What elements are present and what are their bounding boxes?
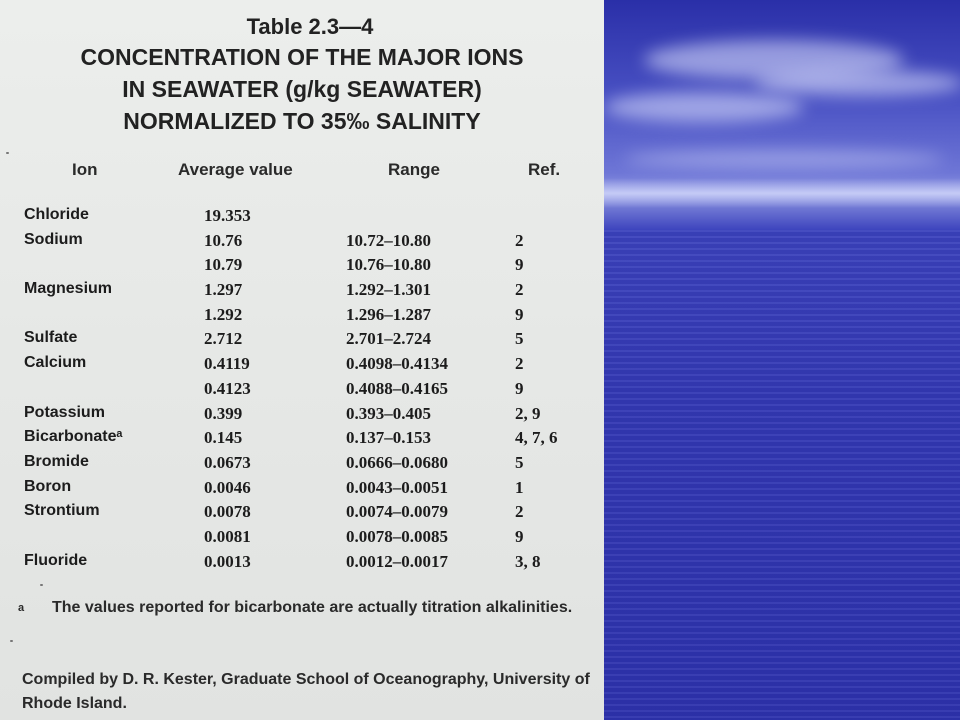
compiled-by-credit: Compiled by D. R. Kester, Graduate School of Oceanography, University of Rhode Island. xyxy=(22,671,590,712)
average-value: 10.79 xyxy=(204,255,243,275)
range-value: 0.0043–0.0051 xyxy=(346,477,448,497)
ion-name: Magnesium xyxy=(24,280,113,298)
table-row xyxy=(0,502,604,527)
table-row xyxy=(0,527,604,552)
table-title-line-1: CONCENTRATION OF THE MAJOR IONS xyxy=(80,44,524,70)
cloud-streak xyxy=(604,92,804,122)
ref-value: 2 xyxy=(515,502,524,522)
table-row xyxy=(0,255,604,280)
footnote-mark: a xyxy=(18,602,25,614)
ion-name: Sulfate xyxy=(24,329,78,347)
average-value: 1.297 xyxy=(204,280,243,300)
average-value: 1.292 xyxy=(204,304,243,324)
scan-speck xyxy=(40,584,43,586)
table-row xyxy=(0,478,604,503)
table-row xyxy=(0,305,604,330)
ion-name: Sodium xyxy=(24,230,83,248)
footnote-text: The values reported for bicarbonate are actually titration alkalinities. xyxy=(52,599,573,616)
ref-value: 9 xyxy=(515,255,524,275)
header-ion: Ion xyxy=(72,160,98,179)
range-value: 1.292–1.301 xyxy=(346,280,431,300)
ref-value: 2 xyxy=(515,354,524,374)
range-value: 0.4088–0.4165 xyxy=(346,378,448,398)
scan-speck xyxy=(6,152,9,154)
ion-name: Bromide xyxy=(24,452,89,470)
ref-value: 9 xyxy=(515,526,524,546)
range-value: 0.0078–0.0085 xyxy=(346,526,448,546)
ion-name: Potassium xyxy=(24,403,105,421)
table-title-line-2: IN SEAWATER (g/kg SEAWATER) xyxy=(122,76,482,102)
table-row xyxy=(0,280,604,305)
ion-name: Bicarbonateᵃ xyxy=(24,428,123,446)
average-value: 0.4119 xyxy=(204,354,250,374)
range-value: 0.137–0.153 xyxy=(346,428,431,448)
ref-value: 5 xyxy=(515,329,524,349)
range-value: 0.4098–0.4134 xyxy=(346,354,448,374)
range-value: 0.0666–0.0680 xyxy=(346,452,448,472)
range-value: 1.296–1.287 xyxy=(346,304,431,324)
table-row xyxy=(0,552,604,577)
ref-value: 4, 7, 6 xyxy=(515,428,558,448)
table-row xyxy=(0,231,604,256)
ion-name: Boron xyxy=(24,477,72,495)
average-value: 0.4123 xyxy=(204,378,251,398)
average-value: 10.76 xyxy=(204,230,243,250)
average-value: 0.0013 xyxy=(204,551,251,571)
table-row xyxy=(0,354,604,379)
range-value: 10.76–10.80 xyxy=(346,255,431,275)
average-value: 2.712 xyxy=(204,329,243,349)
average-value: 19.353 xyxy=(204,206,251,225)
header-ref: Ref. xyxy=(528,160,561,179)
ref-value: 2 xyxy=(515,280,524,300)
average-value: 0.399 xyxy=(204,403,243,423)
ref-value: 2, 9 xyxy=(515,403,541,423)
average-value: 0.0046 xyxy=(204,477,251,497)
table-row xyxy=(0,206,604,231)
ref-value: 9 xyxy=(515,304,524,324)
range-value: 10.72–10.80 xyxy=(346,230,431,250)
scan-speck xyxy=(10,640,13,642)
range-value: 2.701–2.724 xyxy=(346,329,431,349)
range-value: 0.0012–0.0017 xyxy=(346,551,448,571)
ref-value: 9 xyxy=(515,378,524,398)
average-value: 0.0673 xyxy=(204,452,251,472)
table-row xyxy=(0,404,604,429)
cloud-streak xyxy=(624,150,944,168)
table-row xyxy=(0,453,604,478)
average-value: 0.0078 xyxy=(204,502,251,522)
table-row xyxy=(0,329,604,354)
ocean-sky-background xyxy=(604,0,960,720)
ion-name: Calcium xyxy=(24,354,87,372)
ref-value: 1 xyxy=(515,477,524,497)
range-value: 0.0074–0.0079 xyxy=(346,502,448,522)
cloud-streak xyxy=(754,70,960,96)
average-value: 0.0081 xyxy=(204,526,251,546)
ref-value: 5 xyxy=(515,452,524,472)
header-average-value: Average value xyxy=(178,160,293,179)
average-value: 0.145 xyxy=(204,428,243,448)
range-value: 0.393–0.405 xyxy=(346,403,431,423)
sea-surface xyxy=(604,230,960,720)
ion-name: Fluoride xyxy=(24,551,88,569)
table-row xyxy=(0,379,604,404)
ion-name: Strontium xyxy=(24,502,100,520)
horizon-glow xyxy=(604,178,960,208)
table-number: Table 2.3—4 xyxy=(246,14,374,39)
ref-value: 3, 8 xyxy=(515,551,541,571)
ref-value: 2 xyxy=(515,230,524,250)
ion-name: Chloride xyxy=(24,206,89,223)
table-row xyxy=(0,428,604,453)
header-range: Range xyxy=(388,160,440,179)
table-title-line-3: NORMALIZED TO 35‰ SALINITY xyxy=(123,108,481,134)
ion-table-body xyxy=(0,206,604,576)
